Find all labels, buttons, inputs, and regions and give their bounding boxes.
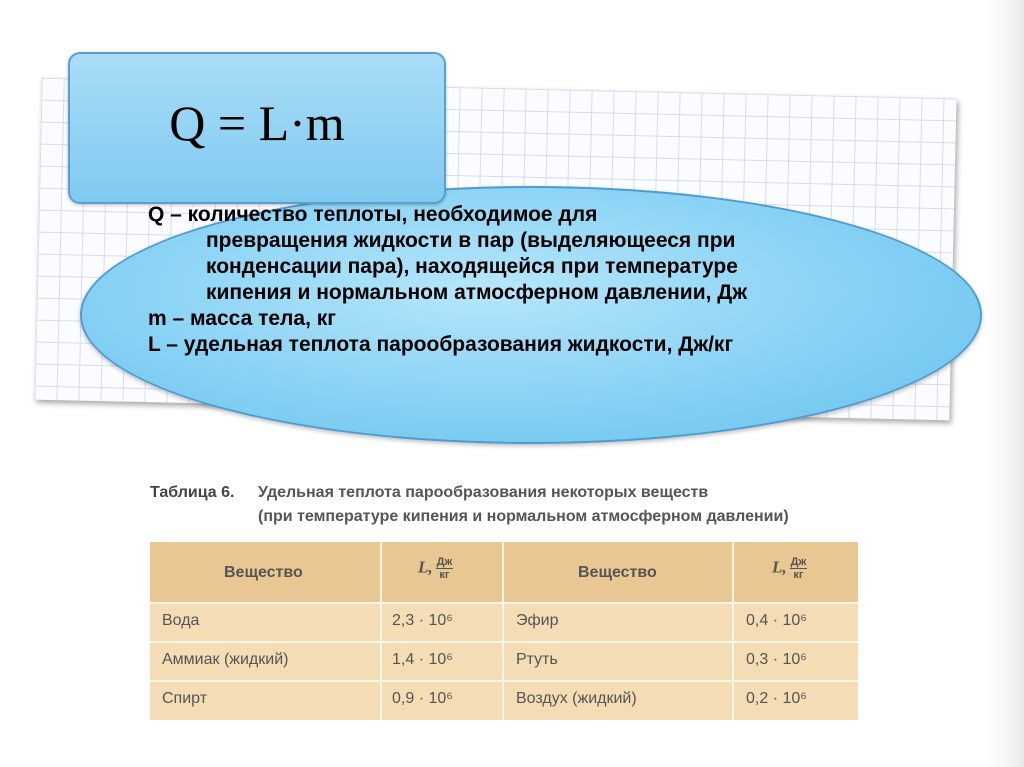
unit-numerator: Дж (790, 556, 807, 568)
row-divider (150, 602, 858, 604)
vaporization-table (150, 542, 858, 720)
table-cell-value: 0,3 · 10⁶ (746, 651, 807, 668)
table-cell-substance: Аммиак (жидкий) (162, 651, 289, 668)
formula-box (68, 52, 446, 204)
column-divider (732, 542, 734, 720)
table-cell-substance: Воздух (жидкий) (516, 690, 637, 707)
unit-denominator: кг (439, 569, 450, 581)
table-cell-value: 0,4 · 10⁶ (746, 612, 807, 629)
table-cell-value: 0,2 · 10⁶ (746, 690, 807, 707)
definition-l: L – удельная теплота парообразования жидкости, Дж/кг (148, 333, 734, 356)
table-title-line-1: Удельная теплота парообразования некоторых веществ (258, 484, 709, 501)
header-substance-right: Вещество (578, 564, 657, 581)
table-cell-value: 2,3 · 10⁶ (392, 612, 453, 629)
table-cell-substance: Спирт (162, 690, 208, 707)
definition-q: Q – количество теплоты, необходимое для (148, 203, 598, 226)
slide-edge-shadow (984, 0, 1024, 767)
row-divider (150, 680, 858, 682)
unit-fraction (436, 556, 454, 581)
table-cell-substance: Ртуть (516, 651, 558, 668)
unit-numerator: Дж (436, 556, 453, 568)
unit-denominator: кг (793, 569, 804, 581)
l-symbol: L, (772, 557, 787, 577)
l-symbol: L, (418, 557, 433, 577)
table-cell-value: 0,9 · 10⁶ (392, 690, 453, 707)
formula-text: Q = L·m (169, 95, 345, 151)
column-divider (380, 542, 382, 720)
definition-m: m – масса тела, кг (148, 307, 336, 330)
column-divider (502, 542, 504, 720)
row-divider (150, 641, 858, 643)
table-cell-substance: Вода (162, 612, 200, 629)
header-substance-left: Вещество (224, 564, 303, 581)
definition-q-cont-1: превращения жидкости в пар (выделяющееся при (206, 229, 736, 252)
definition-q-cont-2: конденсации пара), находящейся при температуре (206, 255, 738, 278)
definitions-text (148, 202, 948, 358)
table-cell-value: 1,4 · 10⁶ (392, 651, 453, 668)
table-cell-substance: Эфир (516, 612, 559, 629)
header-l-right (772, 556, 807, 581)
table-title-line-2: (при температуре кипения и нормальном атмосферном давлении) (258, 508, 789, 525)
unit-fraction (790, 556, 808, 581)
header-l-left (418, 556, 453, 581)
table-label: Таблица 6. (150, 484, 235, 501)
definition-q-cont-3: кипения и нормальном атмосферном давлении, Дж (206, 281, 748, 304)
